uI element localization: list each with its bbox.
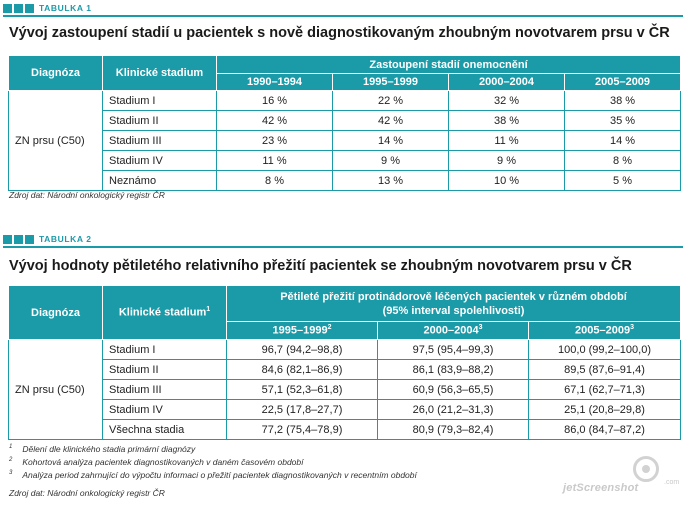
table2-period: 2005–2009$^3$ bbox=[529, 322, 681, 340]
footnote: $^3$ Analýza period zahrnující do výpočtu informaci o přežití pacientek diagnostikovaných v recentním období bbox=[9, 470, 417, 480]
table-row bbox=[9, 151, 681, 171]
watermark-logo: jetScreenshot bbox=[563, 482, 639, 494]
table2-stage: Stadium II bbox=[103, 360, 227, 380]
table-row bbox=[9, 420, 681, 440]
table1-cell: 13 % bbox=[333, 171, 449, 191]
table1-stage: Neznámo bbox=[103, 171, 217, 191]
table2-diagnosis: ZN prsu (C50) bbox=[9, 340, 103, 440]
table1-period: 2005–2009 bbox=[565, 74, 681, 91]
table2-header-stage-text: Klinické stadium bbox=[118, 306, 207, 319]
table-row bbox=[9, 360, 681, 380]
table1-cell: 22 % bbox=[333, 91, 449, 111]
table2-cell: 86,0 (84,7–87,2) bbox=[529, 420, 681, 440]
table2-cell: 100,0 (99,2–100,0) bbox=[529, 340, 681, 360]
table1-label-text: TABULKA 1 bbox=[39, 3, 92, 13]
table2-cell: 89,5 (87,6–91,4) bbox=[529, 360, 681, 380]
table1 bbox=[8, 55, 681, 191]
table2-cell: 80,9 (79,3–82,4) bbox=[378, 420, 529, 440]
table2-cell: 22,5 (17,8–27,7) bbox=[227, 400, 378, 420]
table2-title: Vývoj hodnoty pětiletého relativního přežití pacientek se zhoubným novotvarem prsu v ČR bbox=[9, 258, 632, 274]
table1-cell: 11 % bbox=[217, 151, 333, 171]
table2-header-group-line1: Pětileté přežití protinádorově léčených pacientek v různém období bbox=[280, 290, 627, 303]
table1-cell: 14 % bbox=[565, 131, 681, 151]
table2-stage: Stadium I bbox=[103, 340, 227, 360]
table1-cell: 38 % bbox=[449, 111, 565, 131]
table2-cell: 57,1 (52,3–61,8) bbox=[227, 380, 378, 400]
table1-period: 2000–2004 bbox=[449, 74, 565, 91]
table1-stage: Stadium III bbox=[103, 131, 217, 151]
table1-source: Zdroj dat: Národní onkologický registr ČR bbox=[9, 190, 165, 200]
table2-cell: 77,2 (75,4–78,9) bbox=[227, 420, 378, 440]
table-row bbox=[9, 380, 681, 400]
table-row bbox=[9, 340, 681, 360]
table-row bbox=[9, 131, 681, 151]
table2-cell: 96,7 (94,2–98,8) bbox=[227, 340, 378, 360]
table1-header-group: Zastoupení stadií onemocnění bbox=[217, 56, 681, 74]
table1-period: 1990–1994 bbox=[217, 74, 333, 91]
table1-cell: 9 % bbox=[333, 151, 449, 171]
table-row bbox=[9, 91, 681, 111]
table2-cell: 26,0 (21,2–31,3) bbox=[378, 400, 529, 420]
table2-stage: Stadium III bbox=[103, 380, 227, 400]
table2-label-text: TABULKA 2 bbox=[39, 234, 92, 244]
table1-cell: 23 % bbox=[217, 131, 333, 151]
table-row bbox=[9, 400, 681, 420]
watermark-suffix: .com bbox=[664, 479, 680, 486]
table1-stage: Stadium II bbox=[103, 111, 217, 131]
table2-cell: 84,6 (82,1–86,9) bbox=[227, 360, 378, 380]
table2-cell: 60,9 (56,3–65,5) bbox=[378, 380, 529, 400]
table1-cell: 11 % bbox=[449, 131, 565, 151]
table1-cell: 14 % bbox=[333, 131, 449, 151]
table2-stage: Stadium IV bbox=[103, 400, 227, 420]
table2 bbox=[8, 285, 681, 440]
table1-cell: 35 % bbox=[565, 111, 681, 131]
table2-cell: 86,1 (83,9–88,2) bbox=[378, 360, 529, 380]
table1-header-stage: Klinické stadium bbox=[103, 56, 217, 91]
table1-rule bbox=[3, 15, 683, 17]
table1-cell: 8 % bbox=[565, 151, 681, 171]
table1-cell: 8 % bbox=[217, 171, 333, 191]
table1-header-diagnosis: Diagnóza bbox=[9, 56, 103, 91]
table2-cell: 97,5 (95,4–99,3) bbox=[378, 340, 529, 360]
table2-header-group bbox=[227, 286, 681, 322]
table1-cell: 10 % bbox=[449, 171, 565, 191]
table1-cell: 42 % bbox=[333, 111, 449, 131]
table2-cell: 25,1 (20,8–29,8) bbox=[529, 400, 681, 420]
table2-source: Zdroj dat: Národní onkologický registr ČR bbox=[9, 488, 165, 498]
table1-cell: 38 % bbox=[565, 91, 681, 111]
table1-cell: 16 % bbox=[217, 91, 333, 111]
table-row bbox=[9, 111, 681, 131]
table2-stage: Všechna stadia bbox=[103, 420, 227, 440]
footnote: $^2$ Kohortová analýza pacientek diagnostikovaných v daném časovém období bbox=[9, 457, 304, 467]
table2-period: 2000–2004$^3$ bbox=[378, 322, 529, 340]
footnote-mark: 1 bbox=[206, 306, 211, 314]
table1-cell: 9 % bbox=[449, 151, 565, 171]
table2-rule bbox=[3, 246, 683, 248]
table2-label bbox=[3, 234, 92, 244]
table1-label bbox=[3, 3, 92, 13]
footnote: $^1$ Dělení dle klinického stadia primární diagnózy bbox=[9, 444, 196, 454]
table-row bbox=[9, 171, 681, 191]
table1-stage: Stadium IV bbox=[103, 151, 217, 171]
table1-stage: Stadium I bbox=[103, 91, 217, 111]
table1-diagnosis: ZN prsu (C50) bbox=[9, 91, 103, 191]
eye-icon bbox=[633, 456, 659, 482]
table1-cell: 5 % bbox=[565, 171, 681, 191]
table1-period: 1995–1999 bbox=[333, 74, 449, 91]
table2-cell: 67,1 (62,7–71,3) bbox=[529, 380, 681, 400]
table2-header-stage bbox=[103, 286, 227, 340]
table2-header-diagnosis: Diagnóza bbox=[9, 286, 103, 340]
table2-period: 1995–1999$^2$ bbox=[227, 322, 378, 340]
watermark bbox=[561, 456, 681, 500]
table2-header-group-line2: (95% interval spolehlivosti) bbox=[382, 304, 525, 317]
table1-cell: 32 % bbox=[449, 91, 565, 111]
table1-cell: 42 % bbox=[217, 111, 333, 131]
table1-title: Vývoj zastoupení stadií u pacientek s nově diagnostikovaným zhoubným novotvarem prsu v ČR bbox=[9, 25, 670, 41]
